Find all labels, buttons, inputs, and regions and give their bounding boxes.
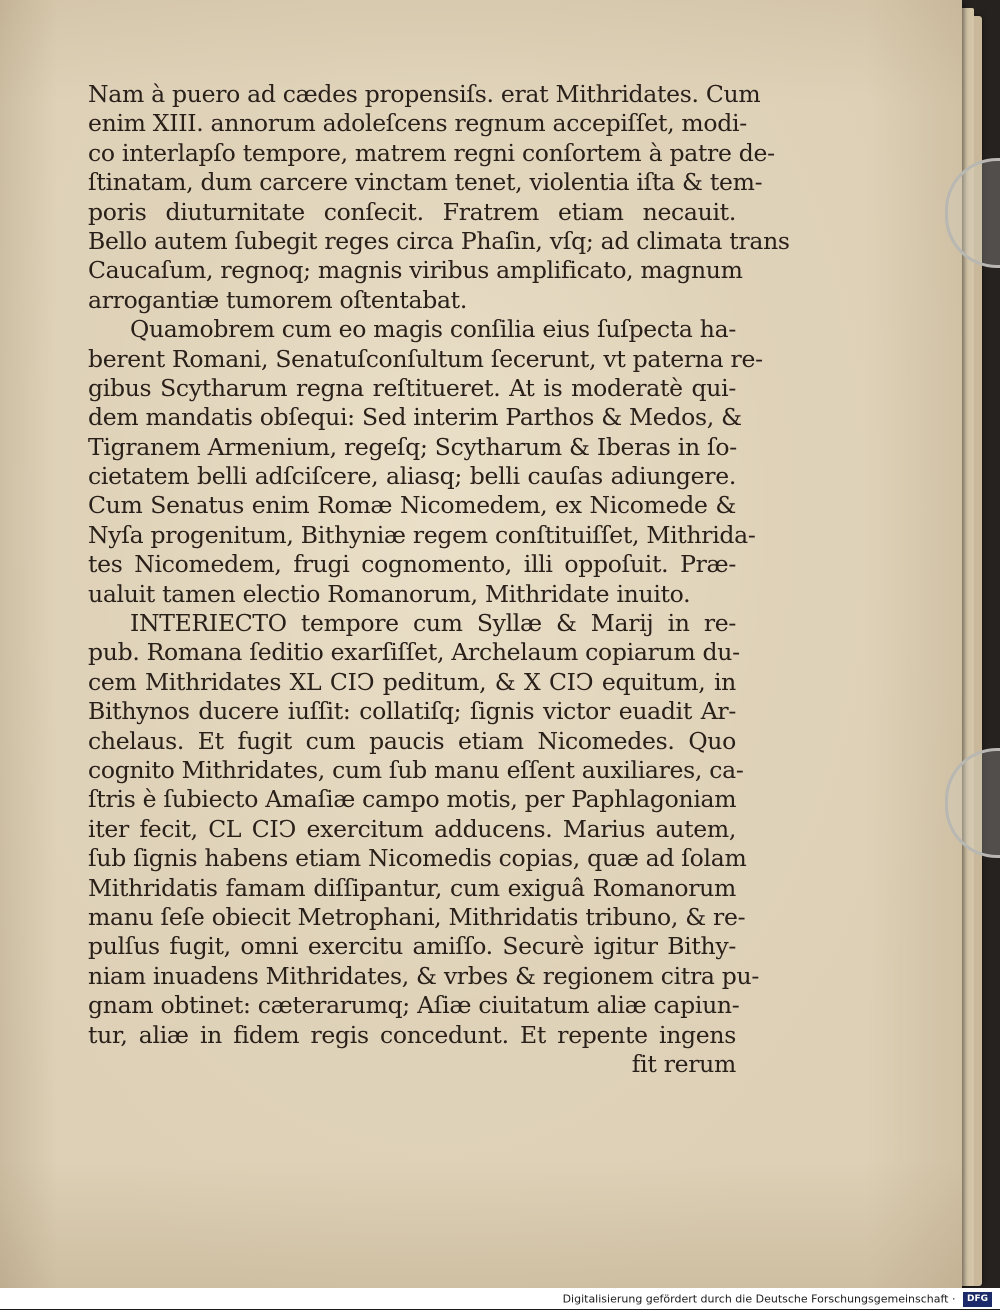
dfg-logo: DFG bbox=[963, 1292, 992, 1307]
text-line: Mithridatis famam diſſipantur, cum exiguâ Romanorum bbox=[88, 873, 736, 902]
text-line: INTERIECTO tempore cum Syllæ & Marij in re- bbox=[130, 609, 736, 638]
text-line: Tigranem Armenium, regeſq; Scytharum & Iberas in ſo- bbox=[88, 432, 737, 461]
text-line: ſtinatam, dum carcere vinctam tenet, violentia iſta & tem- bbox=[88, 168, 763, 197]
text-line: cem Mithridates XL CIↃ peditum, & X CIↃ equitum, in bbox=[88, 667, 736, 696]
text-line: iter fecit, CL CIↃ exercitum adducens. Marius autem, bbox=[88, 814, 736, 843]
text-line: pulſus fugit, omni exercitu amiſſo. Securè igitur Bithy- bbox=[88, 932, 736, 961]
text-line: pub. Romana ſeditio exarſiſſet, Archelaum copiarum du- bbox=[88, 638, 740, 667]
text-line: cognito Mithridates, cum ſub manu eſſent auxiliares, ca- bbox=[88, 755, 744, 784]
text-line: niam inuadens Mithridates, & vrbes & regionem citra pu- bbox=[88, 961, 760, 990]
text-line: gnam obtinet: cæterarumq; Aſiæ ciuitatum aliæ capiun- bbox=[88, 991, 740, 1020]
text-line: ſub ſignis habens etiam Nicomedis copias, quæ ad ſolam bbox=[88, 844, 747, 873]
text-line: arrogantiæ tumorem oſtentabat. bbox=[88, 285, 467, 314]
text-line: manu ſeſe obiecit Metrophani, Mithridatis tribuno, & re- bbox=[88, 902, 746, 931]
funding-credit: Digitalisierung gefördert durch die Deutsche Forschungsgemeinschaft · bbox=[562, 1292, 956, 1306]
text-line: Nam à puero ad cædes propensiſs. erat Mithridates. Cum bbox=[88, 80, 761, 108]
text-line: tes Nicomedem, frugi cognomento, illi oppoſuit. Præ- bbox=[88, 550, 736, 579]
text-line: ualuit tamen electio Romanorum, Mithridate inuito. bbox=[88, 579, 691, 608]
text-line: co interlapſo tempore, matrem regni conſortem à patre de- bbox=[88, 138, 775, 167]
text-line: tur, aliæ in fidem regis concedunt. Et repente ingens bbox=[88, 1020, 736, 1049]
text-line: gibus Scytharum regna reſtitueret. At is moderatè qui- bbox=[88, 373, 736, 402]
text-line: enim XIII. annorum adoleſcens regnum accepiſſet, modi- bbox=[88, 109, 747, 138]
text-line: ſtris è ſubiecto Amaſiæ campo motis, per Paphlagoniam bbox=[88, 785, 737, 814]
text-line: Nyſa progenitum, Bithyniæ regem conſtituiſſet, Mithrida- bbox=[88, 520, 756, 549]
text-line: poris diuturnitate conſecit. Fratrem etiam necauit. bbox=[88, 197, 736, 226]
text-line: Caucaſum, regnoq; magnis viribus amplificato, magnum bbox=[88, 256, 743, 285]
text-line: chelaus. Et fugit cum paucis etiam Nicomedes. Quo bbox=[88, 726, 736, 755]
text-line: Quamobrem cum eo magis conſilia eius ſuſpecta ha- bbox=[130, 315, 736, 344]
text-line: Cum Senatus enim Romæ Nicomedem, ex Nicomede & bbox=[88, 491, 736, 520]
text-line: berent Romani, Senatuſconſultum ſecerunt, vt paterna re- bbox=[88, 344, 763, 373]
text-line: dem mandatis obſequi: Sed interim Parthos & Medos, & bbox=[88, 403, 742, 432]
body-text bbox=[88, 80, 790, 1079]
catchword: fit rerum bbox=[631, 1049, 736, 1078]
digitization-footer bbox=[0, 1288, 1000, 1309]
text-line: Bello autem ſubegit reges circa Phaſin, vſq; ad climata trans bbox=[88, 226, 790, 255]
text-line: Bithynos ducere iuſſit: collatiſq; ſignis victor euadit Ar- bbox=[88, 697, 736, 726]
text-line: cietatem belli adſciſcere, aliasq; belli cauſas adiungere. bbox=[88, 462, 736, 491]
